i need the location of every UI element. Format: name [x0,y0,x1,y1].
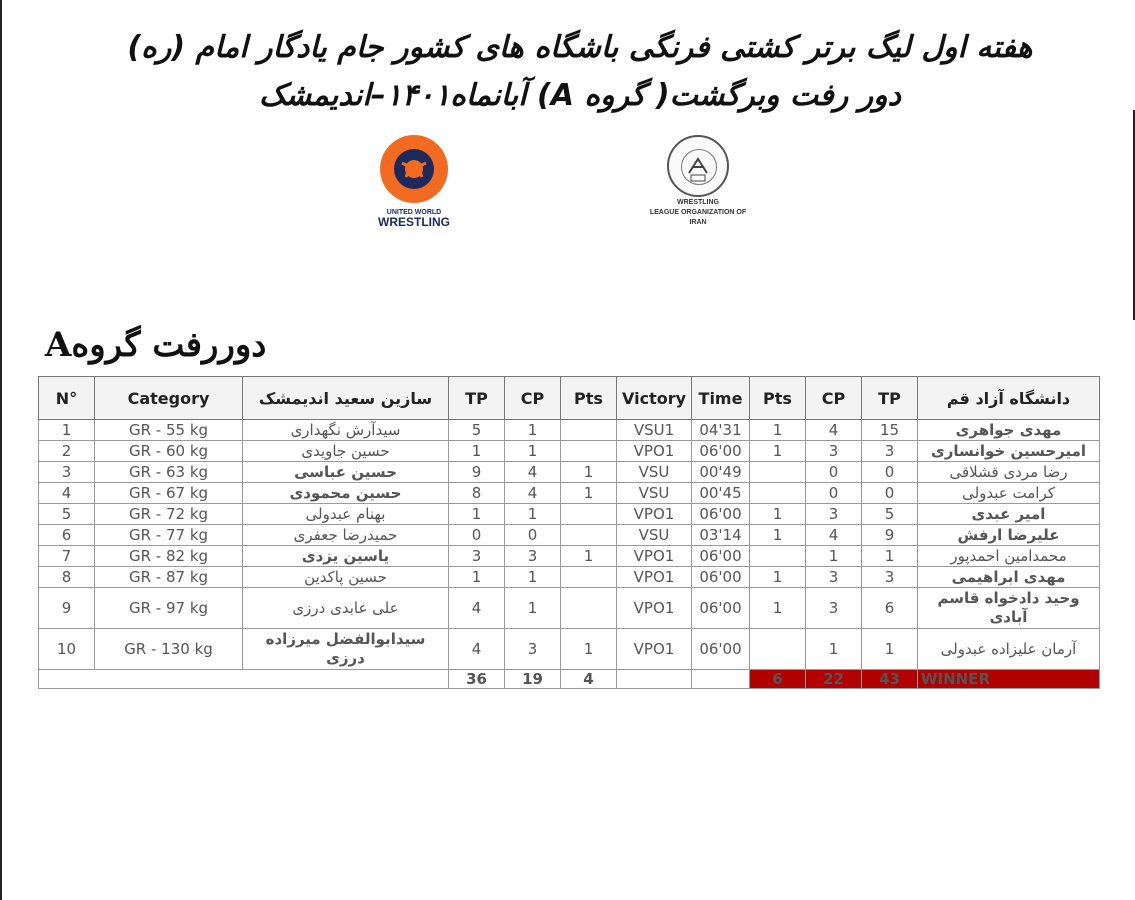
row-pts-left [561,567,617,588]
row-time: 06'00 [692,588,750,629]
row-time: 00'45 [692,483,750,504]
row-pts-right: 1 [750,567,806,588]
row-no: 1 [39,420,95,441]
row-right-wrestler: کرامت عبدولی [918,483,1100,504]
uww-emblem-icon [380,135,448,203]
row-pts-left: 1 [561,483,617,504]
row-tp-right: 0 [862,483,918,504]
row-victory: VPO1 [617,441,692,462]
row-tp-left: 1 [449,504,505,525]
row-pts-left [561,420,617,441]
row-right-wrestler: امیر عبدی [918,504,1100,525]
row-right-wrestler: علیرضا ارفش [918,525,1100,546]
row-category: GR - 77 kg [95,525,243,546]
header-cp-left: CP [505,377,561,420]
results-table [38,376,1100,689]
row-tp-left: 1 [449,567,505,588]
row-left-wrestler: حسین جاویدی [243,441,449,462]
row-pts-right: 1 [750,504,806,525]
row-tp-right: 5 [862,504,918,525]
row-tp-right: 3 [862,567,918,588]
row-left-wrestler: حسین محمودی [243,483,449,504]
table-row [39,483,1100,504]
row-tp-left: 9 [449,462,505,483]
row-cp-left: 1 [505,504,561,525]
row-time: 06'00 [692,504,750,525]
row-left-wrestler: یاسین یزدی [243,546,449,567]
row-category: GR - 55 kg [95,420,243,441]
row-cp-left: 4 [505,483,561,504]
row-cp-right: 0 [806,462,862,483]
row-cp-right: 3 [806,441,862,462]
row-tp-left: 5 [449,420,505,441]
row-time: 06'00 [692,441,750,462]
page-title-line2: دور رفت وبرگشت( گروه A) آبانماه۱۴۰۱–اندیمشک [258,78,901,113]
totals-row [39,670,1100,689]
row-tp-right: 1 [862,546,918,567]
table-row [39,441,1100,462]
row-right-wrestler: مهدی ابراهیمی [918,567,1100,588]
row-left-wrestler: حسین پاکدین [243,567,449,588]
row-pts-left [561,588,617,629]
row-tp-left: 1 [449,441,505,462]
row-category: GR - 67 kg [95,483,243,504]
header-team-right: دانشگاه آزاد قم [918,377,1100,420]
wlo-logo-line1: WRESTLING [677,199,719,206]
row-victory: VSU [617,483,692,504]
row-left-wrestler: سیدآرش نگهداری [243,420,449,441]
row-tp-left: 3 [449,546,505,567]
header-category: Category [95,377,243,420]
row-tp-left: 8 [449,483,505,504]
total-cp-right: 22 [806,670,862,689]
row-victory: VPO1 [617,588,692,629]
table-row [39,462,1100,483]
row-pts-right: 1 [750,525,806,546]
row-category: GR - 130 kg [95,629,243,670]
row-pts-right: 1 [750,588,806,629]
row-pts-left [561,504,617,525]
row-right-wrestler: وحید دادخواه قاسم آبادی [918,588,1100,629]
uww-logo-line1: UNITED WORLD [386,209,442,216]
total-empty-victory [617,670,692,689]
row-cp-left: 4 [505,462,561,483]
header-time: Time [692,377,750,420]
table-header-row [39,377,1100,420]
row-cp-left: 1 [505,588,561,629]
row-left-wrestler: بهنام عبدولی [243,504,449,525]
header-tp-left: TP [449,377,505,420]
header-cp-right: CP [806,377,862,420]
total-cp-left: 19 [505,670,561,689]
row-category: GR - 72 kg [95,504,243,525]
row-victory: VPO1 [617,504,692,525]
row-no: 4 [39,483,95,504]
row-no: 2 [39,441,95,462]
row-pts-left [561,525,617,546]
row-no: 7 [39,546,95,567]
total-tp-left: 36 [449,670,505,689]
header-victory: Victory [617,377,692,420]
row-category: GR - 82 kg [95,546,243,567]
row-no: 10 [39,629,95,670]
row-no: 8 [39,567,95,588]
row-cp-right: 0 [806,483,862,504]
row-right-wrestler: رضا مردی قشلاقی [918,462,1100,483]
row-cp-left: 0 [505,525,561,546]
row-tp-right: 1 [862,629,918,670]
row-tp-left: 4 [449,629,505,670]
table-row [39,420,1100,441]
row-pts-right [750,629,806,670]
row-pts-left: 1 [561,462,617,483]
winner-label: WINNER [918,670,1100,689]
row-victory: VSU1 [617,420,692,441]
row-left-wrestler: علی عابدی درزی [243,588,449,629]
row-cp-right: 3 [806,588,862,629]
row-victory: VPO1 [617,546,692,567]
row-tp-right: 3 [862,441,918,462]
table-row [39,567,1100,588]
row-cp-left: 3 [505,546,561,567]
row-victory: VPO1 [617,567,692,588]
page-title-line1: هفته اول لیگ برتر کشتی فرنگی باشگاه های کشور جام یادگار امام (ره) [127,30,1033,65]
total-empty-time [692,670,750,689]
row-no: 3 [39,462,95,483]
row-no: 9 [39,588,95,629]
uww-logo-line2: WRESTLING [378,215,450,229]
row-tp-right: 6 [862,588,918,629]
row-time: 06'00 [692,546,750,567]
row-time: 06'00 [692,567,750,588]
row-right-wrestler: مهدی جواهری [918,420,1100,441]
row-cp-left: 1 [505,420,561,441]
wlo-logo-line2: LEAGUE ORGANIZATION OF [649,209,747,216]
row-cp-right: 4 [806,420,862,441]
row-tp-right: 0 [862,462,918,483]
row-time: 00'49 [692,462,750,483]
uww-logo [378,135,450,229]
total-pts-right: 6 [750,670,806,689]
totals-spacer [39,670,449,689]
row-category: GR - 60 kg [95,441,243,462]
wlo-logo-line3: IRAN [689,219,707,226]
row-cp-right: 1 [806,546,862,567]
wlo-emblem-icon [667,135,729,197]
header-team-left: سازین سعید اندیمشک [243,377,449,420]
table-row [39,504,1100,525]
row-time: 04'31 [692,420,750,441]
row-left-wrestler: حسین عباسی [243,462,449,483]
row-pts-right [750,546,806,567]
row-pts-right: 1 [750,420,806,441]
header-pts-right: Pts [750,377,806,420]
row-category: GR - 97 kg [95,588,243,629]
header-no: N° [39,377,95,420]
row-no: 6 [39,525,95,546]
row-cp-left: 3 [505,629,561,670]
table-row [39,525,1100,546]
row-no: 5 [39,504,95,525]
row-pts-left: 1 [561,546,617,567]
row-tp-left: 4 [449,588,505,629]
row-cp-right: 3 [806,504,862,525]
total-pts-left: 4 [561,670,617,689]
wlo-logo [648,135,748,227]
row-time: 03'14 [692,525,750,546]
row-victory: VSU [617,462,692,483]
table-row [39,588,1100,629]
row-pts-right: 1 [750,441,806,462]
row-right-wrestler: آرمان علیزاده عبدولی [918,629,1100,670]
row-category: GR - 63 kg [95,462,243,483]
row-tp-left: 0 [449,525,505,546]
row-pts-right [750,483,806,504]
row-cp-left: 1 [505,441,561,462]
row-category: GR - 87 kg [95,567,243,588]
page-border-left [0,0,2,900]
row-left-wrestler: حمیدرضا جعفری [243,525,449,546]
row-cp-right: 4 [806,525,862,546]
table-row [39,629,1100,670]
row-time: 06'00 [692,629,750,670]
header-tp-right: TP [862,377,918,420]
row-victory: VPO1 [617,629,692,670]
row-cp-right: 3 [806,567,862,588]
row-pts-right [750,462,806,483]
row-tp-right: 9 [862,525,918,546]
header-pts-left: Pts [561,377,617,420]
row-right-wrestler: امیرحسین خوانساری [918,441,1100,462]
row-pts-left: 1 [561,629,617,670]
row-cp-right: 1 [806,629,862,670]
row-cp-left: 1 [505,567,561,588]
group-title: دوررفت گروهA [45,325,267,365]
row-pts-left [561,441,617,462]
row-right-wrestler: محمدامین احمدپور [918,546,1100,567]
table-row [39,546,1100,567]
total-tp-right: 43 [862,670,918,689]
row-left-wrestler: سیدابوالفضل میرزاده درزی [243,629,449,670]
row-victory: VSU [617,525,692,546]
row-tp-right: 15 [862,420,918,441]
